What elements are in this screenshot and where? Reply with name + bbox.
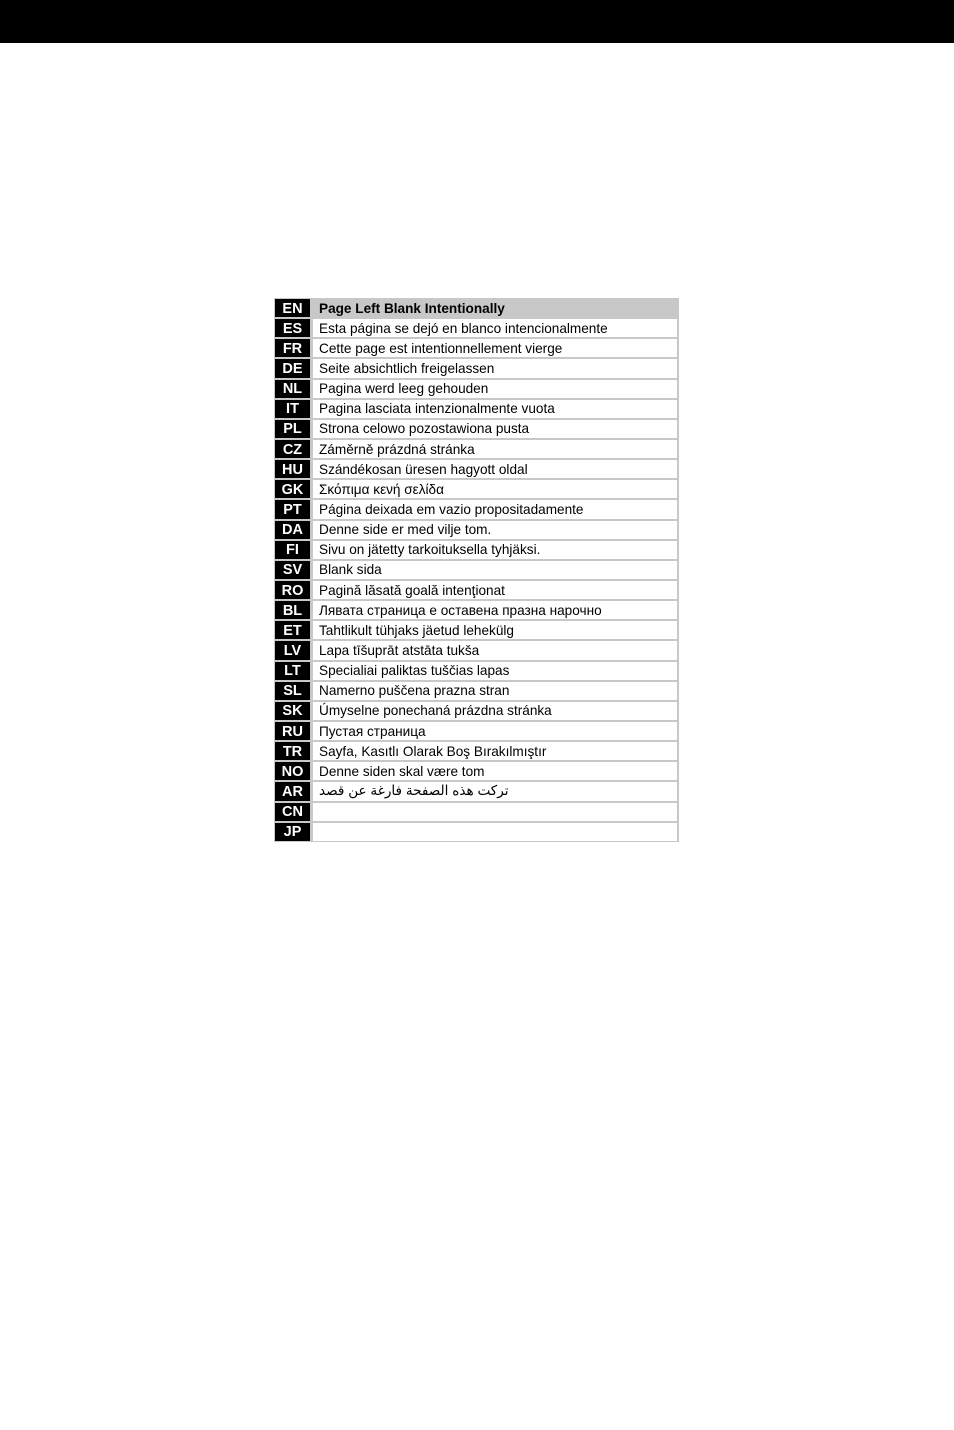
table-row-bl [275,601,677,619]
language-text: Лявата страница е оставена празна нарочно [313,601,677,619]
table-row-sk [275,702,677,720]
language-code: EN [275,299,310,317]
table-row-nl [275,380,677,398]
language-code: HU [275,460,310,478]
language-text: Sivu on jätetty tarkoituksella tyhjäksi. [313,541,677,559]
table-row-tr [275,742,677,760]
table-row-fr [275,339,677,357]
language-text: Lapa tīšuprāt atstāta tukša [313,641,677,659]
language-text [313,803,677,821]
language-code: IT [275,400,310,418]
table-row-gk [275,480,677,498]
language-text: Strona celowo pozostawiona pusta [313,420,677,438]
language-text: Pagina lasciata intenzionalmente vuota [313,400,677,418]
table-row-pl [275,420,677,438]
language-code: DA [275,521,310,539]
language-code: RO [275,581,310,599]
language-code: CZ [275,440,310,458]
language-text: Пустая страница [313,722,677,740]
table-row-ru [275,722,677,740]
language-text: تركت هذه الصفحة فارغة عن قصد [313,782,677,800]
language-text: Blank sida [313,561,677,579]
language-code: SV [275,561,310,579]
language-code: ET [275,621,310,639]
table-row-sv [275,561,677,579]
table-row-lt [275,662,677,680]
language-code: NL [275,380,310,398]
language-text: Pagină lăsată goală intenţionat [313,581,677,599]
language-text: Page Left Blank Intentionally [313,299,677,317]
language-code: LV [275,641,310,659]
language-text: Specialiai paliktas tuščias lapas [313,662,677,680]
language-code: LT [275,662,310,680]
table-row-ro [275,581,677,599]
table-row-sl [275,682,677,700]
table-row-et [275,621,677,639]
table-row-cz [275,440,677,458]
language-text: Namerno puščena prazna stran [313,682,677,700]
language-text: Esta página se dejó en blanco intencionalmente [313,319,677,337]
language-text: Σκόπιμα κενή σελίδα [313,480,677,498]
language-code: DE [275,359,310,377]
language-text: Denne side er med vilje tom. [313,521,677,539]
language-code: TR [275,742,310,760]
language-text: Úmyselne ponechaná prázdna stránka [313,702,677,720]
table-row-hu [275,460,677,478]
table-row-no [275,762,677,780]
language-text: Cette page est intentionnellement vierge [313,339,677,357]
language-code: SL [275,682,310,700]
language-code: PL [275,420,310,438]
top-bar [0,0,954,43]
language-code: RU [275,722,310,740]
language-code: NO [275,762,310,780]
language-text: Pagina werd leeg gehouden [313,380,677,398]
table-row-en [275,299,677,317]
language-code: AR [275,782,310,800]
table-row-cn [275,803,677,821]
language-code: BL [275,601,310,619]
language-code: PT [275,500,310,518]
language-code: ES [275,319,310,337]
table-row-pt [275,500,677,518]
language-text [313,823,677,841]
language-code: FI [275,541,310,559]
language-code: GK [275,480,310,498]
language-table [274,298,679,842]
language-text: Seite absichtlich freigelassen [313,359,677,377]
table-row-fi [275,541,677,559]
language-code: CN [275,803,310,821]
table-row-ar [275,782,677,800]
language-code: FR [275,339,310,357]
language-code: SK [275,702,310,720]
table-row-it [275,400,677,418]
language-code: JP [275,823,310,841]
table-row-de [275,359,677,377]
language-text: Página deixada em vazio propositadamente [313,500,677,518]
language-text: Záměrně prázdná stránka [313,440,677,458]
language-text: Szándékosan üresen hagyott oldal [313,460,677,478]
table-row-lv [275,641,677,659]
table-row-es [275,319,677,337]
language-text: Tahtlikult tühjaks jäetud lehekülg [313,621,677,639]
language-text: Sayfa, Kasıtlı Olarak Boş Bırakılmıştır [313,742,677,760]
language-text: Denne siden skal være tom [313,762,677,780]
table-row-jp [275,823,677,841]
table-row-da [275,521,677,539]
